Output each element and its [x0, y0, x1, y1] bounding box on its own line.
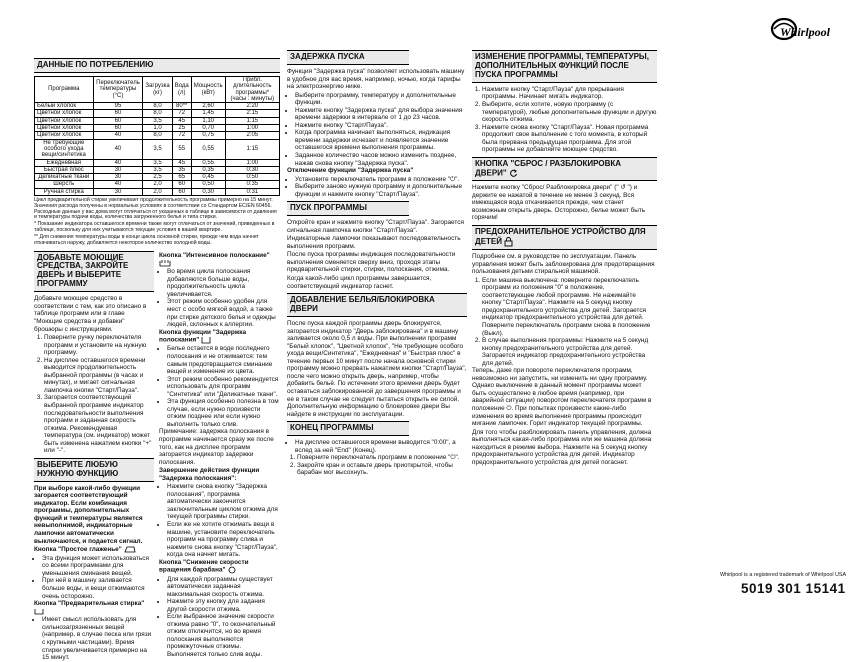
table-cell: 35 [172, 166, 191, 173]
trademark-note: Whirlpool is a registered trademark of Whirlpool USA [720, 572, 847, 578]
table-cell: 0:30 [225, 166, 279, 173]
note: Цикл предварительной стирки увеличивает продолжительность программы примерно на 15 минут. Значения расхода получены в нормальных условиях в соответствии со Стандартом EC/EN 60456. Расходные данные у вас дома могут отличаться от указанных в таблице в зависимости от давления и температуры подачи воды, количества загруженного белья и типа стирки. [34, 197, 277, 221]
list-item: • Установите переключатель программ в положение "⏻". [295, 176, 467, 184]
rinse-hold-title [159, 329, 280, 345]
change-settings-steps [472, 86, 657, 154]
brand-name: Whirlpool [780, 25, 831, 39]
table-cell: Быстрая плюс [35, 166, 94, 173]
rinse-hold-icon [201, 336, 211, 344]
list-item: • Выберите программу, температуру и дополнительные функции. [295, 92, 467, 107]
add-detergent-title: ДОБАВЬТЕ МОЮЩИЕ СРЕДСТВА, ЗАКРОЙТЕ ДВЕРЬ И ВЫБЕРИТЕ ПРОГРАММУ [34, 251, 154, 293]
table-cell: 1:15 [225, 139, 279, 159]
end-steps [287, 454, 467, 477]
add-laundry-text: После пуска каждой программы дверь блокируется, загорается индикатор "Дверь заблокирована" и в машину заливается около 0,5 л воды. При выполнении программ "Белый хлопок", "Цветной хлопок", "Не требующие особого ухода вещи/Синтетика", "Ежедневная" и "Быстрая плюс" в течение первых 10 минут после начала основной стирки программу можно прервать нажатием кнопки "Старт/Пауза", после чего можно открыть дверь, например, чтобы добавить бельё. По истечении этого времени дверь будет оставаться заблокированной до завершения программы и ее в таком случае не следует пытаться открыть ее силой. Дополнительную информацию о блокировке двери Вы найдете в инструкции по эксплуатации. [287, 320, 467, 418]
left-subcolumn [34, 248, 154, 662]
table-cell: 72 [172, 110, 191, 117]
ironing-list [34, 555, 154, 600]
table-cell: 2,0 [143, 181, 172, 188]
start-text: Откройте кран и нажмите кнопку "Старт/Пауза". Загорается сигнальная лампочка кнопки "Старт/Пауза". [287, 219, 464, 234]
table-cell: 60 [93, 110, 143, 117]
header-cell: Переключатель температуры (°C) [93, 76, 143, 102]
ironing-title [34, 546, 154, 554]
table-row [35, 103, 280, 110]
table-cell: 1:15 [225, 117, 279, 124]
note: * Показание индикатора оставшегося времени также могут отличаться от значений, приведенных в таблице, поскольку для них учитываются текущие условия в вашей квартире. [34, 221, 275, 234]
list-item: 1. Поверните переключатель программ в положение "⏻". [297, 454, 467, 462]
start-delay-cancel-title: Отключение функции "Задержка пуска" [287, 167, 414, 175]
start-delay-list [287, 92, 467, 167]
table-cell: 80** [172, 103, 191, 110]
table-row [35, 117, 280, 124]
child-lock-intro: Подробнее см. в руководстве по эксплуатации. Панель управления может быть заблокирована для предотвращения пользования детьми стиральной машиной. [472, 253, 655, 276]
list-item: 2. В случае выполнения программы: Нажмите на 5 секунд кнопку предохранительного устройства для детей. Загорается индикатор предохранительного устройства для детей. [482, 337, 657, 367]
list-item: 2. Выберите, если хотите, новую программу (с температурой), любые дополнительные функции и другую скорость отжима. [482, 101, 657, 124]
table-cell: 2,0 [143, 188, 172, 195]
list-item: • Нажмите снова кнопку "Задержка полоскания", программа автоматически закончится заключительным циклом отжима для текущей программы стирки. [167, 483, 280, 521]
list-item: 2. Закройте кран и оставьте дверь приоткрытой, чтобы барабан мог высохнуть. [297, 462, 467, 477]
table-cell: 3,5 [143, 159, 172, 166]
table-row [35, 125, 280, 132]
rinse-hold-label: Кнопка функции "Задержка полоскания" [159, 328, 247, 344]
add-detergent-steps [34, 334, 154, 455]
start-delay-title: ЗАДЕРЖКА ПУСКА [287, 50, 409, 65]
consumption-title: ДАННЫЕ ПО ПОТРЕБЛЕНИЮ [34, 58, 280, 73]
list-item: • Этот режим особенно удобен для мест с особо мягкой водой, а также при стирке детского белья и одежды людей, склонных к аллергии. [167, 298, 280, 328]
table-row [35, 181, 280, 188]
start-delay-cancel-list [287, 176, 467, 199]
column-2 [287, 0, 467, 477]
table-cell: 0,30 [191, 188, 225, 195]
list-item: • Выберите заново нужную программу и дополнительные функции и нажмите кнопку "Старт/Пауза". [295, 183, 467, 198]
table-cell: 45 [172, 159, 191, 166]
table-cell: 1,10 [191, 117, 225, 124]
start-text: Когда какой-либо цикл программы завершается, соответствующий индикатор гаснет. [287, 275, 432, 290]
prewash-label: Кнопка "Предварительная стирка" [34, 600, 145, 608]
table-cell: 30 [93, 174, 143, 181]
table-cell: 0,35 [191, 166, 225, 173]
end-title: КОНЕЦ ПРОГРАММЫ [287, 421, 409, 436]
rinse-hold-list [159, 345, 280, 428]
list-item: • Когда программа начинает выполняться, индикация времени задержки исчезает и появляется значение оставшегося времени выполнения программы. [295, 129, 467, 152]
table-cell: 60 [93, 117, 143, 124]
end-list [287, 439, 467, 454]
list-item: • Эта функция может использоваться со всеми программами для уменьшения сминания вещей. [42, 555, 154, 578]
rinse-hold-note: Примечание: задержка полоскания в программе начинается сразу же после того, как на дисплее программ загорается индикатор задержки полоскания. [159, 428, 274, 466]
list-item: • Этот режим особенно рекомендуется использовать для программ "Синтетика" или "Деликатные ткани". [167, 376, 280, 399]
table-header-row [35, 76, 280, 102]
start-title: ПУСК ПРОГРАММЫ [287, 201, 409, 216]
table-cell: 8,0 [143, 132, 172, 139]
table-cell: Шерсть [35, 181, 94, 188]
table-cell: Цветной хлопок [35, 125, 94, 132]
list-item: 3. Нажмите снова кнопку "Старт/Пауза". Новая программа продолжит свое выполнение с того момента, в который была прервана предыдущая программа. Для этой программы не добавляйте моющее средство. [482, 124, 657, 154]
rinse-label: Кнопка "Интенсивное полоскание" [159, 251, 270, 259]
column-3 [472, 0, 657, 467]
table-cell: 40 [93, 139, 143, 159]
table-cell: 40 [93, 132, 143, 139]
table-row [35, 166, 280, 173]
list-item: 2. На дисплее оставшегося времени выводится продолжительность выбранной программы (в часах и минутах), и мигает сигнальная лампочка кнопки "Старт/Пауза". [44, 357, 154, 395]
intensive-rinse-icon [159, 259, 171, 267]
table-cell: 0,50 [191, 181, 225, 188]
list-item: • Если выбранное значение скорости отжима равно "0", то окончательный отжим отключится, но во время полоскания выполняются промежуточные отжимы. Выполняется только слив воды. [167, 613, 280, 658]
table-cell: 0,70 [191, 125, 225, 132]
select-function-title: ВЫБЕРИТЕ ЛЮБУЮ НУЖНУЮ ФУНКЦИЮ [34, 458, 154, 482]
add-detergent-intro: Добавьте моющее средство в соответствии с тем, как это описано в таблице программ или в главе "Моющие средства и добавки" брошюры с инструкциями. [34, 295, 147, 333]
whirlpool-logo [764, 14, 842, 44]
start-text: Индикаторные лампочки показывают последовательность выполнения программ. [287, 235, 461, 250]
table-cell: 3,5 [143, 166, 172, 173]
table-cell: 25 [172, 125, 191, 132]
table-cell: 0,55 [191, 159, 225, 166]
table-cell: Деликатные ткани [35, 174, 94, 181]
table-cell: 2:05 [225, 132, 279, 139]
table-cell: 30 [93, 188, 143, 195]
spin-title [159, 559, 280, 575]
spin-label: Кнопка "Снижение скорости вращения барабана" [159, 558, 249, 574]
list-item: • Заданное количество часов можно изменить позднее, нажав снова кнопку "Задержка пуска". [295, 152, 467, 167]
header-cell: Вода (л) [172, 76, 191, 102]
note: ** Для снижения температуры воды в конце цикла основной стирки, прежде чем вода начнет откачиваться наружу, добавляется некоторое количество холодной воды. [34, 233, 259, 246]
iron-icon [124, 546, 136, 553]
lock-icon [504, 237, 513, 247]
consumption-notes [34, 198, 280, 247]
list-item: 1. Поверните ручку переключателя программ и установите на нужную программу. [44, 334, 154, 357]
prewash-list [34, 616, 154, 661]
rinse-title [159, 252, 280, 268]
list-item: • При ней в машину заливается больше воды, и вещи отжимаются очень осторожно. [42, 577, 154, 600]
table-cell: Ежедневная [35, 159, 94, 166]
table-cell: 1,0 [143, 125, 172, 132]
column-1 [34, 0, 280, 662]
child-lock-title [472, 225, 657, 250]
list-item: 1. Если машина выключена: поверните переключатель программ из положения "0" в положение, соответствующее любой программе. Не нажимайте кнопку "Старт/Пауза". Нажмите на 5 секунд кнопку предохранительного устройства для детей. Загорается индикатор предохранительного устройства для детей. Поверните переключатель программ снова в положение (Выкл). [482, 277, 657, 337]
list-item: • Нажмите кнопку "Задержка пуска" для выбора значения времени задержки в интервале от 1 до 23 часов. [295, 107, 467, 122]
list-item: 1. Нажмите кнопку "Старт/Пауза" для прерывания программы. Начинает мигать индикатор. [482, 86, 657, 101]
table-cell: 0:35 [225, 181, 279, 188]
table-cell: 8,0 [143, 103, 172, 110]
table-cell: 72 [172, 132, 191, 139]
start-delay-intro: Функция "Задержка пуска" позволяет использовать машину в удобное для вас время, например, ночью, когда тарифы на электроэнергию ниже. [287, 67, 465, 91]
consumption-table-body [35, 103, 280, 196]
table-cell: 95 [93, 103, 143, 110]
reset-title-text: КНОПКА "СБРОС / РАЗБЛОКИРОВКА ДВЕРИ" [475, 158, 622, 178]
list-item: 3. Загорается соответствующий выбранной программе индикатор последовательности выполнения программ и заданная скорость отжима. Рекомендуемая температура (см. индикатор) может быть изменена нажатием кнопки "+" или "-". [44, 394, 154, 454]
table-cell: 0,55 [191, 139, 225, 159]
table-cell: 2:15 [225, 110, 279, 117]
table-cell: 1,45 [191, 110, 225, 117]
table-cell: 0,45 [191, 174, 225, 181]
header-cell: Мощность (кВт) [191, 76, 225, 102]
table-cell: 0:50 [225, 174, 279, 181]
reset-icon [509, 169, 518, 178]
ironing-label: Кнопка "Простое глаженье" [34, 546, 122, 554]
table-row [35, 159, 280, 166]
child-lock-title-text: ПРЕДОХРАНИТЕЛЬНОЕ УСТРОЙСТВО ДЛЯ ДЕТЕЙ [475, 227, 646, 247]
table-row [35, 139, 280, 159]
spin-list [159, 576, 280, 659]
header-cell: Прибл. длительность программы* (часы : минуты) [225, 76, 279, 102]
finish-list [159, 483, 280, 558]
table-cell: 3,5 [143, 117, 172, 124]
list-item: • Нажмите кнопку "Старт/Пауза". [295, 122, 467, 130]
table-cell: Цветной хлопок [35, 117, 94, 124]
list-item: • Имеет смысл использовать для сильнозагрязненных вещей (например, в случае песка или грязи с крупными частицами). Время стирки увеличивается примерно на 15 минут. [42, 616, 154, 661]
prewash-icon [34, 608, 44, 615]
table-cell: 0:31 [225, 188, 279, 195]
spin-icon [227, 566, 237, 574]
table-row [35, 188, 280, 195]
table-cell: 45 [172, 117, 191, 124]
table-cell: Не требующие особого ухода вещи/синтетика [35, 139, 94, 159]
table-cell: 60 [172, 188, 191, 195]
child-lock-unlock: Для того чтобы разблокировать панель управления, должна выполняться какая-либо программа или же машина должна находиться в режиме выбора. Нажмите на 5 секунд кнопку предохранительного устройства для детей. Индикатор предохранительного устройства для детей погаснет. [472, 428, 652, 466]
child-lock-steps [472, 277, 657, 368]
table-cell: 3,5 [143, 139, 172, 159]
rinse-list [159, 268, 280, 328]
list-item: • Для каждой программы существует автоматически заданная максимальная скорость отжима. [167, 576, 280, 599]
right-subcolumn [159, 248, 280, 662]
start-text: После пуска программы индикация последовательности выполнения сменяется сверху вниз, проходя этапы предварительной стирки, стирки, полоскания, отжима. [287, 251, 456, 274]
table-cell: 65 [172, 174, 191, 181]
table-cell: 0,75 [191, 132, 225, 139]
table-cell: 1:00 [225, 159, 279, 166]
table-row [35, 174, 280, 181]
table-cell: 55 [172, 139, 191, 159]
table-cell: 2:20 [225, 103, 279, 110]
table-row [35, 132, 280, 139]
table-cell: Белый хлопок [35, 103, 94, 110]
table-cell: 8,0 [143, 110, 172, 117]
list-item: • Эта функция особенно полезна в том случае, если нужно произвести отжим позднее или если нужно выполнить только слив. [167, 398, 280, 428]
table-cell: 40 [93, 159, 143, 166]
add-laundry-title: ДОБАВЛЕНИЕ БЕЛЬЯ/БЛОКИРОВКА ДВЕРИ [287, 293, 467, 317]
table-cell: 40 [93, 181, 143, 188]
table-cell: 30 [93, 166, 143, 173]
prewash-title [34, 600, 154, 615]
finish-title: Завершение действия функции "Задержка полоскания": [159, 467, 260, 482]
header-cell: Программа [35, 76, 94, 102]
table-cell: 2,5 [143, 174, 172, 181]
table-cell: Ручная стирка [35, 188, 94, 195]
table-cell: Цветной хлопок [35, 132, 94, 139]
list-item: • Нажмите эту кнопку для задания другой скорости отжима. [167, 598, 280, 613]
list-item: • Белье остается в воде последнего полоскания и не отжимается: тем самым предотвращается сминание вещей и изменение их цвета. [167, 345, 280, 375]
table-cell: Цветной хлопок [35, 110, 94, 117]
table-cell: 2,60 [191, 103, 225, 110]
table-row [35, 110, 280, 117]
list-item: • На дисплее оставшегося времени выводится "0:00", а вслед за ней "End" (Конец). [295, 439, 467, 454]
document-code: 5019 301 15141 [741, 581, 846, 596]
change-settings-title: ИЗМЕНЕНИЕ ПРОГРАММЫ, ТЕМПЕРАТУРЫ, ДОПОЛНИТЕЛЬНЫХ ФУНКЦИЙ ПОСЛЕ ПУСКА ПРОГРАММЫ [472, 50, 657, 83]
table-cell: 1:00 [225, 125, 279, 132]
table-cell: 60 [172, 181, 191, 188]
header-cell: Загрузка (кг) [143, 76, 172, 102]
select-function-intro: При выборе какой-либо функции загорается соответствующий индикатор. Если комбинация программы, дополнительных функций и температуры является невыполнимой, индикаторные лампочки автоматически выключаются, и подается сигнал. [34, 484, 143, 545]
list-item: • Во время цикла полоскания добавляются больше воды, продолжительность цикла увеличивается. [167, 268, 280, 298]
child-lock-after: Теперь, даже при повороте переключателя программ, невозможно ни запустить, ни изменить ни одну программу. Однако выключение в данный момент программы может быть осуществлено в любое время (например, при аварийной ситуации) поворотом переключателя программ в положение ⏻. При попытках произвести какие-либо изменения во время выполнения программы происходит мигание лампочек. Горит индикатор текущей программы. [472, 367, 652, 428]
table-cell: 60 [93, 125, 143, 132]
reset-text: Нажмите кнопку "Сброс/ Разблокировка двери" (" ↺ ") и держите ее нажатой в течение не менее 3 секунд. Вся имеющаяся вода откачивается прежде, чем станет возможным открыть дверь. Осторожно, белье может быть горячим! [472, 184, 646, 222]
list-item: • Если же не хотите отжимать вещи в машине, установите переключатель программ на программу слива и нажмите снова кнопку "Старт/Пауза", когда она начнет мигать. [167, 521, 280, 559]
consumption-table [34, 76, 280, 196]
reset-title [472, 157, 657, 182]
